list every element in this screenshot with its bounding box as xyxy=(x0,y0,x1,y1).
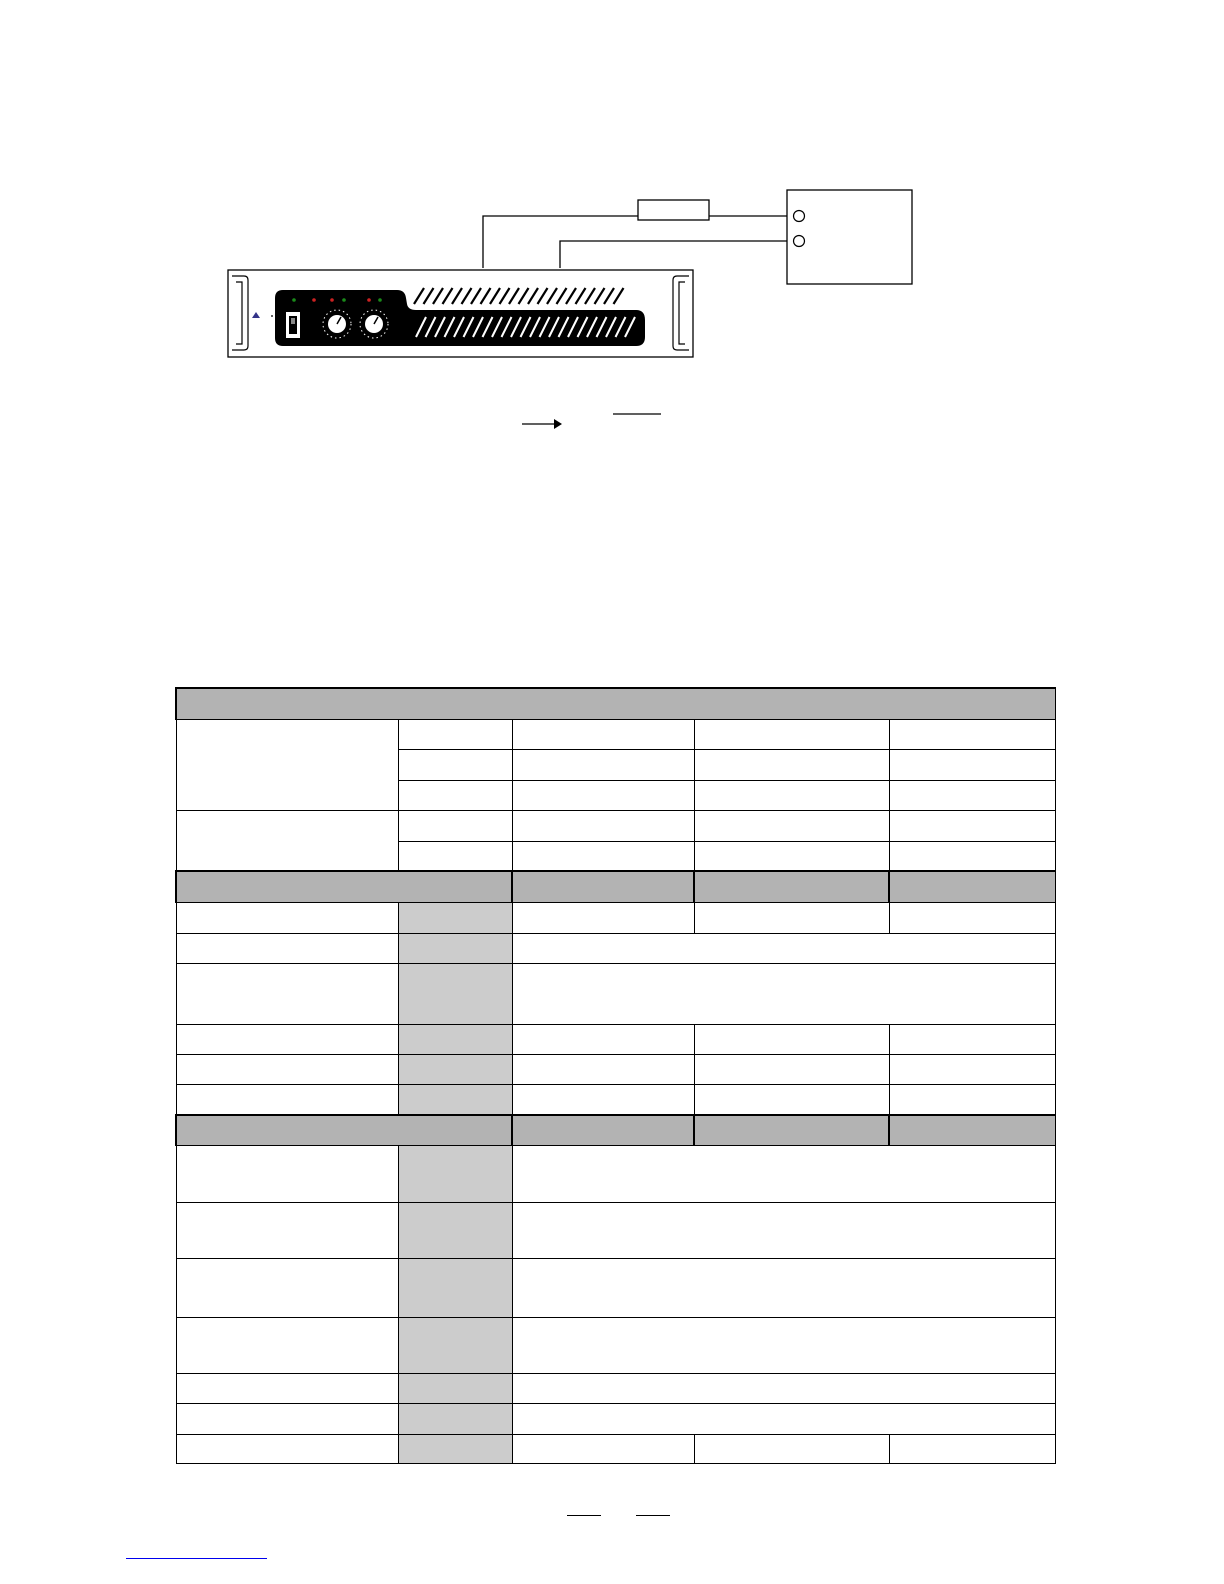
table-header-cell xyxy=(694,871,889,902)
table-cell xyxy=(512,780,694,810)
table-cell-shaded xyxy=(398,1434,512,1463)
table-cell xyxy=(176,1317,398,1373)
table-cell xyxy=(176,719,398,810)
table-cell xyxy=(694,841,889,871)
table-cell xyxy=(889,1024,1055,1054)
table-cell xyxy=(512,1434,694,1463)
table-cell xyxy=(512,1258,1055,1317)
table-cell-shaded xyxy=(398,1084,512,1115)
table-cell-shaded xyxy=(398,1258,512,1317)
table-header-cell xyxy=(512,1115,694,1145)
table-cell xyxy=(512,902,694,933)
table-cell xyxy=(176,902,398,933)
table-cell xyxy=(694,780,889,810)
footer-rule-left xyxy=(567,1515,601,1516)
amplifier-unit xyxy=(228,270,693,357)
table-cell-shaded xyxy=(398,902,512,933)
table-cell-shaded xyxy=(398,963,512,1024)
connection-diagram xyxy=(0,0,1224,460)
table-cell xyxy=(176,810,398,871)
table-row xyxy=(176,902,1055,933)
table-row xyxy=(176,1373,1055,1403)
table-cell xyxy=(176,1084,398,1115)
table-cell xyxy=(176,933,398,963)
table-cell xyxy=(176,1054,398,1084)
table-cell xyxy=(889,719,1055,749)
table-cell xyxy=(512,810,694,841)
table-cell xyxy=(176,1024,398,1054)
device-terminal-2 xyxy=(794,236,805,247)
table-cell xyxy=(694,810,889,841)
device-terminal-1 xyxy=(794,211,805,222)
footer-rule-right xyxy=(636,1515,670,1516)
table-header-cell xyxy=(889,1115,1055,1145)
table-row xyxy=(176,1317,1055,1373)
table-header-cell xyxy=(694,1115,889,1145)
table-cell xyxy=(512,933,1055,963)
table-cell-shaded xyxy=(398,1202,512,1258)
wire-bottom xyxy=(560,241,793,268)
table-cell-shaded xyxy=(398,1403,512,1434)
connection-wires xyxy=(483,216,793,268)
table-cell xyxy=(889,841,1055,871)
table-cell-shaded xyxy=(398,1317,512,1373)
table-row xyxy=(176,688,1055,719)
table-cell xyxy=(398,780,512,810)
table-cell xyxy=(512,1024,694,1054)
table-header-cell xyxy=(889,871,1055,902)
table-cell-shaded xyxy=(398,1145,512,1202)
table-cell xyxy=(512,1054,694,1084)
table-row xyxy=(176,871,1055,902)
table-cell xyxy=(694,749,889,780)
power-switch-icon xyxy=(286,312,300,338)
table-row xyxy=(176,933,1055,963)
table-cell xyxy=(176,1145,398,1202)
table-cell xyxy=(398,749,512,780)
table-row xyxy=(176,1145,1055,1202)
table-cell xyxy=(512,963,1055,1024)
table-cell xyxy=(889,1434,1055,1463)
table-row xyxy=(176,1084,1055,1115)
table-cell-shaded xyxy=(398,1024,512,1054)
arrow-right-icon xyxy=(522,419,562,429)
table-row xyxy=(176,1403,1055,1434)
table-cell xyxy=(889,810,1055,841)
table-header-cell xyxy=(512,871,694,902)
external-device xyxy=(787,190,912,284)
table-header-cell xyxy=(176,1115,512,1145)
table-cell xyxy=(176,1258,398,1317)
table-cell xyxy=(176,1202,398,1258)
table-row xyxy=(176,1202,1055,1258)
table-row xyxy=(176,1434,1055,1463)
table-cell xyxy=(512,1202,1055,1258)
table-row xyxy=(176,1024,1055,1054)
table-cell xyxy=(512,749,694,780)
table-cell xyxy=(176,1403,398,1434)
table-cell xyxy=(512,719,694,749)
table-cell-shaded xyxy=(398,1373,512,1403)
table-cell-shaded xyxy=(398,933,512,963)
table-cell-shaded xyxy=(398,1054,512,1084)
table-cell xyxy=(889,1084,1055,1115)
table-cell xyxy=(512,1403,1055,1434)
table-cell xyxy=(512,841,694,871)
table-cell xyxy=(694,902,889,933)
table-cell xyxy=(889,1054,1055,1084)
table-cell xyxy=(889,902,1055,933)
table-row xyxy=(176,1258,1055,1317)
table-cell xyxy=(694,1434,889,1463)
table-cell xyxy=(889,780,1055,810)
table-cell xyxy=(694,1084,889,1115)
table-cell xyxy=(889,749,1055,780)
table-cell xyxy=(398,841,512,871)
table-cell xyxy=(398,810,512,841)
table-cell xyxy=(512,1145,1055,1202)
table-cell xyxy=(694,1024,889,1054)
table-row xyxy=(176,1054,1055,1084)
table-cell xyxy=(512,1317,1055,1373)
inline-resistor xyxy=(638,200,709,220)
footer-link-underline[interactable] xyxy=(126,1558,267,1559)
table-cell xyxy=(694,1054,889,1084)
table-row xyxy=(176,1115,1055,1145)
table-cell xyxy=(398,719,512,749)
table-cell xyxy=(512,1084,694,1115)
table-header-cell xyxy=(176,688,1055,719)
table-cell xyxy=(176,963,398,1024)
table-cell xyxy=(694,719,889,749)
table-row xyxy=(176,810,1055,841)
table-header-cell xyxy=(176,871,512,902)
table-cell xyxy=(176,1434,398,1463)
table-row xyxy=(176,719,1055,749)
spec-table xyxy=(175,687,1056,1464)
table-row xyxy=(176,963,1055,1024)
table-cell xyxy=(512,1373,1055,1403)
table-cell xyxy=(176,1373,398,1403)
